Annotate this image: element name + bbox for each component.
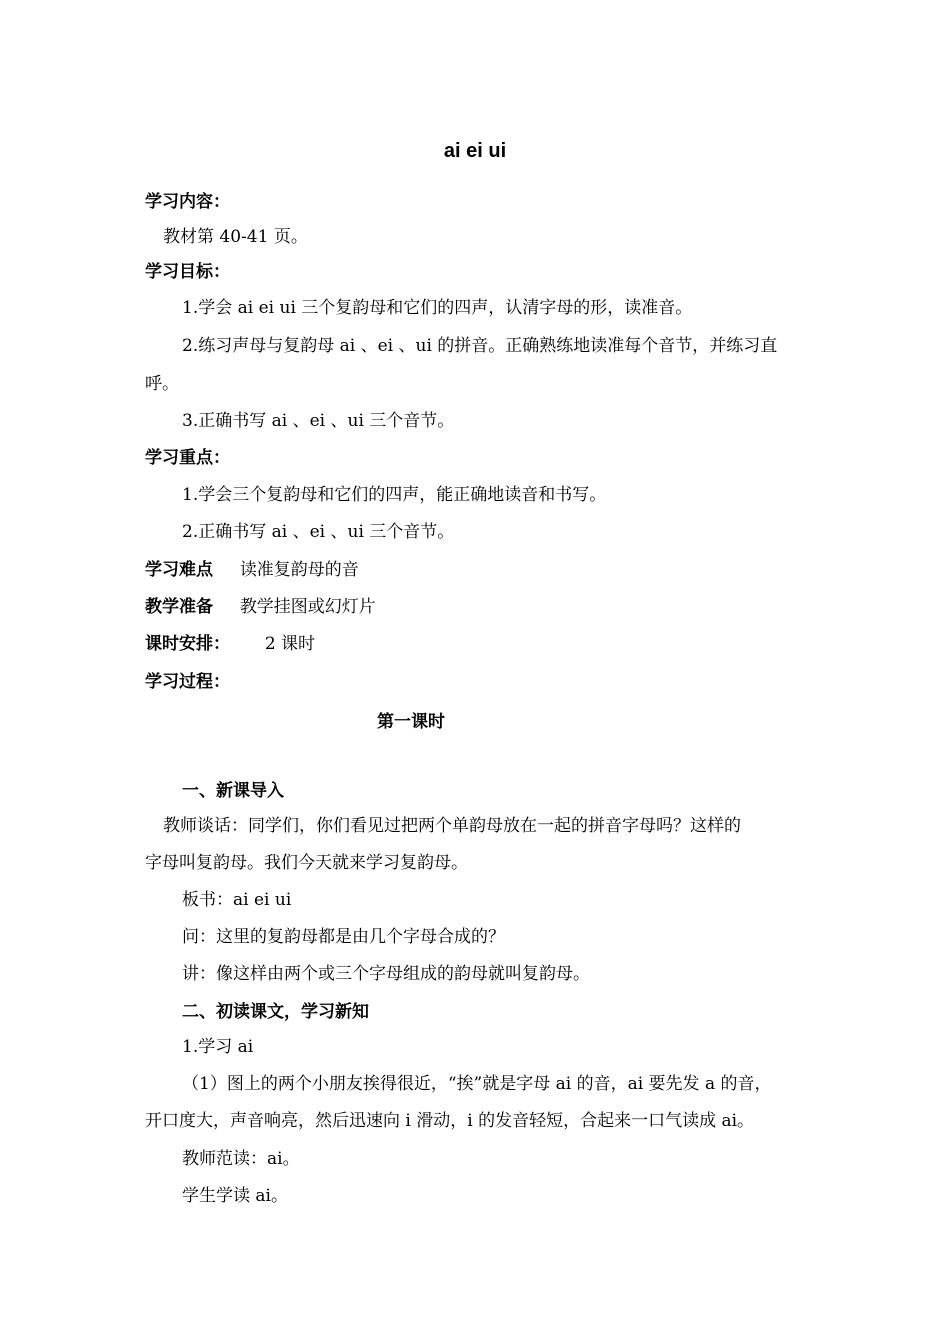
section1-board: 板书：ai ei ui	[182, 890, 292, 910]
preparation-value: 教学挂图或幻灯片	[239, 597, 376, 617]
section2-teacher-read: 教师范读：ai。	[182, 1149, 300, 1169]
document-title: ai ei ui	[443, 140, 507, 162]
lesson-title: 第一课时	[377, 712, 445, 732]
section1-explain: 讲：像这样由两个或三个字母组成的韵母就叫复韵母。	[182, 964, 590, 984]
schedule-row	[145, 634, 315, 654]
preparation-label: 教学准备	[145, 597, 213, 617]
process-heading: 学习过程：	[145, 672, 230, 692]
section2-heading: 二、初读课文，学习新知	[182, 1002, 369, 1022]
content-text: 教材第 40-41 页。	[163, 227, 308, 247]
keypoint-item-1: 1.学会三个复韵母和它们的四声，能正确地读音和书写。	[182, 485, 607, 505]
section1-question: 问：这里的复韵母都是由几个字母合成的？	[182, 927, 505, 947]
goal-item-2-line-2: 呼。	[145, 374, 179, 394]
goal-item-2-line-1: 2.练习声母与复韵母 ai 、ei 、ui 的拼音。正确熟练地读准每个音节，并练习直	[182, 336, 778, 356]
keypoint-item-2: 2.正确书写 ai 、ei 、ui 三个音节。	[182, 522, 455, 542]
section2-para-line-2: 开口度大，声音响亮，然后迅速向 i 滑动，i 的发音轻短，合起来一口气读成 ai。	[145, 1111, 755, 1131]
section2-para-line-1: （1）图上的两个小朋友挨得很近，“挨”就是字母 ai 的音，ai 要先发 a 的音，	[182, 1074, 772, 1094]
goal-item-1: 1.学会 ai ei ui 三个复韵母和它们的四声，认清字母的形，读准音。	[182, 298, 693, 318]
section1-heading: 一、新课导入	[182, 781, 284, 801]
difficulty-label: 学习难点	[145, 560, 213, 580]
preparation-row	[145, 597, 376, 617]
section2-sub1: 1.学习 ai	[182, 1037, 254, 1057]
keypoints-heading: 学习重点：	[145, 448, 230, 468]
schedule-value: 2 课时	[264, 634, 316, 654]
difficulty-value: 读准复韵母的音	[239, 560, 359, 580]
goals-heading: 学习目标：	[145, 262, 230, 282]
schedule-label: 课时安排：	[145, 634, 230, 654]
section1-para-line-1: 教师谈话：同学们，你们看见过把两个单韵母放在一起的拼音字母吗？这样的	[163, 816, 741, 836]
goal-item-3: 3.正确书写 ai 、ei 、ui 三个音节。	[182, 411, 455, 431]
difficulty-row	[145, 560, 359, 580]
section1-para-line-2: 字母叫复韵母。我们今天就来学习复韵母。	[145, 853, 468, 873]
content-heading: 学习内容：	[145, 192, 230, 212]
section2-student-read: 学生学读 ai。	[182, 1186, 288, 1206]
